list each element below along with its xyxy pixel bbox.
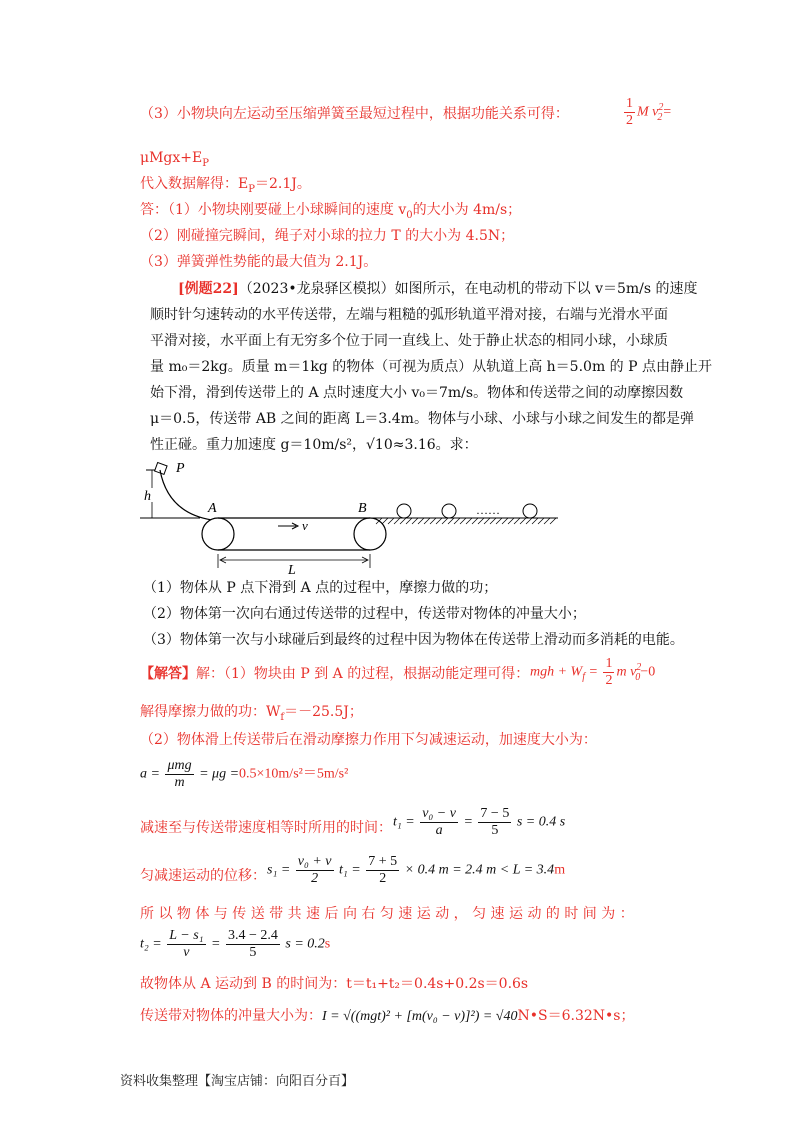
example-line: μ＝0.5，传送带 AB 之间的距离 L＝3.4m。物体与小球、小球与小球之间发生的都是弹 [150, 411, 694, 427]
equation-impulse: I = √((mgt)² + [m(v₀ − v)]²) = √40 [322, 1009, 518, 1024]
example-tag: [例题22] [178, 281, 239, 297]
answer-line: 所 以 物 体 与 传 送 带 共 速 后 向 右 匀 速 运 动 ， 匀 速 运 动 的 时 间 为 ： [140, 906, 634, 922]
equation-displacement: s₁ = $\frac{\text{v₀ + v}}{2}$ t₁ = $\frac{7 + 5}{2}$ × 0.4 m = 2.4 m < L = 3.4m [267, 854, 566, 886]
answer-tag: 【解答】 [140, 666, 196, 682]
conveyor-diagram [140, 458, 560, 576]
example-line: [例题22]（2023•龙泉驿区模拟）如图所示，在电动机的带动下以 v＝5m/s 的速度 [178, 281, 698, 297]
example-line: 性正碰。重力加速度 g＝10m/s²，√10≈3.16。求： [150, 437, 478, 453]
label-l: L [288, 563, 296, 576]
question-2: （2）物体第一次向右通过传送带的过程中，传送带对物体的冲量大小； [143, 606, 586, 622]
example-line: 平滑对接，水平面上有无穷多个位于同一直线上、处于静止状态的相同小球，小球质 [150, 333, 668, 349]
answer-line: 解得摩擦力做的功：$W_f=-25.5J$； [140, 704, 363, 723]
ball [397, 504, 411, 518]
ball [442, 504, 456, 518]
answer-line: （2）物体滑上传送带后在滑动摩擦力作用下匀减速运动，加速度大小为： [140, 732, 597, 748]
answer-line: 传送带对物体的冲量大小为：I = √((mgt)² + [m(v₀ − v)]²) = √40N•S＝6.32N•s； [140, 1008, 635, 1024]
text-line: （3）小物块向左运动至压缩弹簧至最短过程中，根据功能关系可得： [140, 106, 569, 122]
text-line: 代入数据解得：$E_P=2.1J$。 [140, 176, 311, 195]
pulley-b [354, 518, 386, 550]
equation-time1: t₁ = $\frac{\text{v₀ − v}}{a}$ = $\frac{7 - 5}{5}$ s = 0.4 s [393, 806, 566, 838]
text-line: （2）刚碰撞完瞬间，绳子对小球的拉力 T 的大小为 4.5N； [140, 228, 515, 244]
ball [523, 504, 537, 518]
example-line: 顺时针匀速转动的水平传送带，左端与粗糙的弧形轨道平滑对接，右端与光滑水平面 [150, 307, 668, 323]
ground-hatching [376, 518, 556, 524]
label-h: h [144, 489, 151, 504]
arc-track [160, 470, 212, 520]
text-line: $\mu Mgx+E_P$ [140, 150, 209, 169]
equation-energy: $\frac{1}{2}$ M $v^2_2=$ [626, 96, 672, 128]
question-1: （1）物体从 P 点下滑到 A 点的过程中，摩擦力做的功； [143, 580, 498, 596]
example-line: 量 m₀＝2kg。质量 m＝1kg 的物体（可视为质点）从轨道上高 h＝5.0m 的 P 点由静止开 [150, 359, 712, 375]
pulley-a [202, 518, 234, 550]
label-a: A [208, 501, 217, 516]
text-line: 答：（1）小物块刚要碰上小球瞬间的速度 $v_0$的大小为 4m/s； [140, 202, 522, 221]
equation-time2: t₂ = $\frac{\text{L − s₁}}{v}$ = $\frac{3.4 - 2.4}{5}$ s = 0.2s [140, 928, 331, 960]
answer-line: 故物体从 A 运动到 B 的时间为：t＝t₁+t₂＝0.4s+0.2s＝0.6s [140, 976, 529, 992]
answer-line: 【解答】解：（1）物块由 P 到 A 的过程，根据动能定理可得： [140, 666, 530, 682]
text-line: （3）弹簧弹性势能的最大值为 2.1J。 [140, 254, 378, 270]
ellipsis: …… [476, 503, 500, 517]
equation-work: mgh + $W_f$ = $\frac{1}{2}$ m $v^2_0-0$ [530, 656, 656, 688]
answer-line: 匀减速运动的位移： [140, 868, 266, 884]
label-b: B [358, 501, 367, 516]
label-p: P [176, 461, 185, 476]
label-v: v [302, 518, 308, 533]
answer-line: 减速至与传送带速度相等时所用的时间： [140, 820, 392, 836]
footer-text: 资料收集整理【淘宝店铺：向阳百分百】 [120, 1074, 355, 1089]
equation-acceleration: a = $\frac{\text{μmg}}{m}$ = μg =0.5×10m/s²＝5m/s² [140, 758, 349, 790]
question-3: （3）物体第一次与小球碰后到最终的过程中因为物体在传送带上滑动而多消耗的电能。 [143, 632, 684, 648]
example-line: 始下滑，滑到传送带上的 A 点时速度大小 v₀＝7m/s。物体和传送带之间的动摩擦因数 [150, 385, 684, 401]
